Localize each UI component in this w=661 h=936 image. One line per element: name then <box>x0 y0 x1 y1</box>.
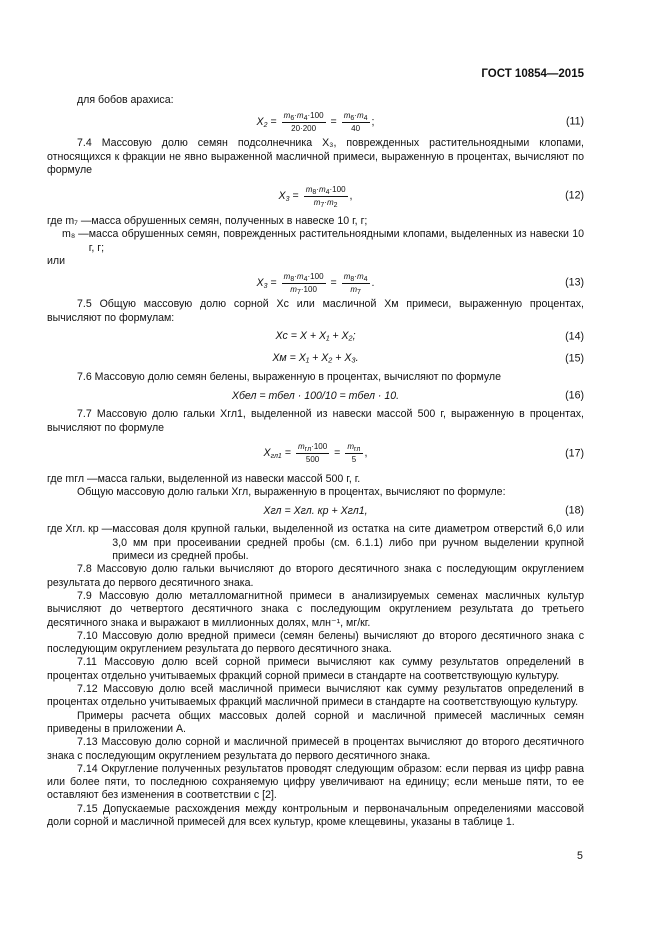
paragraph-7-5: 7.5 Общую массовую долю сорной Xс или масличной Xм примеси, выраженную процентах, вычисляют по формулам: <box>47 298 584 324</box>
formula-12-lhs: $X_3$ <box>278 189 290 203</box>
paragraph-7-10: 7.10 Массовую долю вредной примеси (семян белены) вычисляют до второго десятичного знака с последующим округлением результата до первого десятичного знака. <box>47 629 584 656</box>
formula-15-text: Xм = X₁ + X₂ + X₃. <box>272 352 359 365</box>
definition-mgl: где mгл — масса гальки, выделенной из навески массой 500 г, г. <box>47 472 361 485</box>
formula-15-number: (15) <box>565 352 584 365</box>
formula-17-fraction-2: $m_{гл}$ 5 <box>347 442 361 465</box>
document-body <box>47 94 584 829</box>
paragraph-7-9: 7.9 Массовую долю металломагнитной примеси в анализируемых семенах масличных культур вычисляют до четвертого десятичного знака с последующим округлением результата до третьего десятичного знака и выражают в миллионных долях, млн⁻¹, мг/кг. <box>47 589 584 629</box>
formula-13-fraction-1: $\frac{m_8\cdot m_4\cdot 100}{m_7\cdot 100}$ <box>283 271 324 296</box>
formula-11-fraction-1: $\frac{m_6\cdot m_4\cdot 100}{20\cdot 200}$ <box>283 110 324 133</box>
paragraph-or: или <box>47 255 66 268</box>
document-code: ГОСТ 10854—2015 <box>481 68 584 80</box>
formula-12-fraction: $\frac{m_8\cdot m_4\cdot 100}{m_7\cdot m_2}$ <box>305 184 346 209</box>
formula-16 <box>47 386 584 406</box>
paragraph-7-12: 7.12 Массовую долю всей масличной примеси вычисляют как сумму результатов определений в процентах отдельно учитываемых фракций масличной примеси в стандарте на соответствующую культуру. <box>47 683 584 709</box>
formula-12-number: (12) <box>565 189 584 202</box>
definition-m7: где m₇ — масса обрушенных семян, полученных в навеске 10 г, г; <box>47 215 368 228</box>
paragraph-7-15: 7.15 Допускаемые расхождения между контрольным и первоначальным определениями массовой доли сорной и масличной примесей для всех культур, кроме клещевины, указаны в таблице 1. <box>47 802 584 828</box>
formula-15 <box>47 349 584 369</box>
formula-11-lhs: $X_2$ <box>256 115 268 129</box>
formula-18 <box>47 501 584 521</box>
formula-14-text: Xс = X + X₁ + X₂; <box>275 330 356 343</box>
formula-11: $X_2$ = $\frac{m_6\cdot m_4\cdot 100}{20\cdot 200}$ = $\frac{m_6\cdot m_4}{40}$ ; (11) <box>256 110 584 133</box>
paragraph-peanut: для бобов арахиса: <box>77 94 174 106</box>
formula-13-number: (13) <box>565 276 584 289</box>
formula-16-text: Xбел = mбел · 100/10 = mбел · 10. <box>231 389 400 402</box>
paragraph-total-pebble: Общую массовую долю гальки Xгл, выраженную в процентах, вычисляют по формуле: <box>77 486 506 499</box>
formula-13: $X_3$ = $\frac{m_8\cdot m_4\cdot 100}{m_7\cdot 100}$ = $\frac{m_8\cdot m_4}{m_7}$ . (13) <box>256 271 584 296</box>
formula-16-number: (16) <box>565 389 584 402</box>
paragraph-7-4: 7.4 Массовую долю семян подсолнечника X₃, поврежденных растительноядными клопами, относящихся к фракции не явно выраженной масличной примеси, выраженную в процентах, вычисляют по формуле <box>47 137 584 176</box>
formula-14-number: (14) <box>565 330 584 343</box>
page-number: 5 <box>577 850 583 862</box>
formula-14 <box>47 327 584 347</box>
formula-17-number: (17) <box>565 447 584 460</box>
formula-18-text: Xгл = Xгл. кр + Xгл1, <box>263 504 368 517</box>
formula-17: $X_{гл1}$ = $m_{гл}\cdot 100$ 500 = $m_{гл}$ 5 , (17) <box>263 442 584 465</box>
formula-17-fraction-1: $m_{гл}\cdot 100$ 500 <box>298 442 328 465</box>
formula-11-number: (11) <box>565 115 584 128</box>
paragraph-7-6: 7.6 Массовую долю семян белены, выраженную в процентах, вычисляют по формуле <box>77 370 502 383</box>
formula-17-lhs: $X_{гл1}$ <box>263 447 282 461</box>
definition-m8: m₈ — масса обрушенных семян, поврежденных растительноядными клопами, выделенных из навески 10 г, г; <box>62 228 584 254</box>
paragraph-7-8: 7.8 Массовую долю гальки вычисляют до второго десятичного знака с последующим округлением результата до первого десятичного знака. <box>47 563 584 589</box>
paragraph-examples: Примеры расчета общих массовых долей сорной и масличной примесей масличных семян приведены в приложении А. <box>47 709 584 735</box>
formula-13-fraction-2: $\frac{m_8\cdot m_4}{m_7}$ <box>343 271 368 296</box>
paragraph-7-13: 7.13 Массовую долю сорной и масличной примесей в процентах вычисляют до второго десятичного знака с последующим округлением результата до первого десятичного знака. <box>47 736 584 762</box>
paragraph-7-11: 7.11 Массовую долю всей сорной примеси вычисляют как сумму результатов определений в процентах отдельно учитываемых фракций сорной примеси в стандарте на соответствующую культуру. <box>47 656 584 682</box>
paragraph-7-14: 7.14 Округление полученных результатов проводят следующим образом: если первая из цифр равна или более пяти, то последнюю сохраняемую цифру увеличивают на единицу; если меньше пяти, то ее оставляют без изменения в соответствии с [2]. <box>47 762 584 802</box>
formula-12: $X_3$ = $\frac{m_8\cdot m_4\cdot 100}{m_7\cdot m_2}$ , (12) <box>278 184 584 209</box>
formula-18-number: (18) <box>565 504 584 517</box>
paragraph-7-7: 7.7 Массовую долю гальки Xгл1, выделенной из навески массой 500 г, выраженную в процентах, вычисляют по формуле <box>47 408 584 434</box>
formula-13-lhs: $X_3$ <box>256 276 268 290</box>
definition-xgl-kr: где Xгл. кр — массовая доля крупной гальки, выделенной из остатка на сите диаметром отверстий 6,0 или 3,0 мм при просеивании средней пробы (см. 6.1.1) либо при ручном выделении крупной примеси из средней пробы. <box>47 523 584 563</box>
formula-11-fraction-2: $\frac{m_6\cdot m_4}{40}$ <box>343 110 368 133</box>
